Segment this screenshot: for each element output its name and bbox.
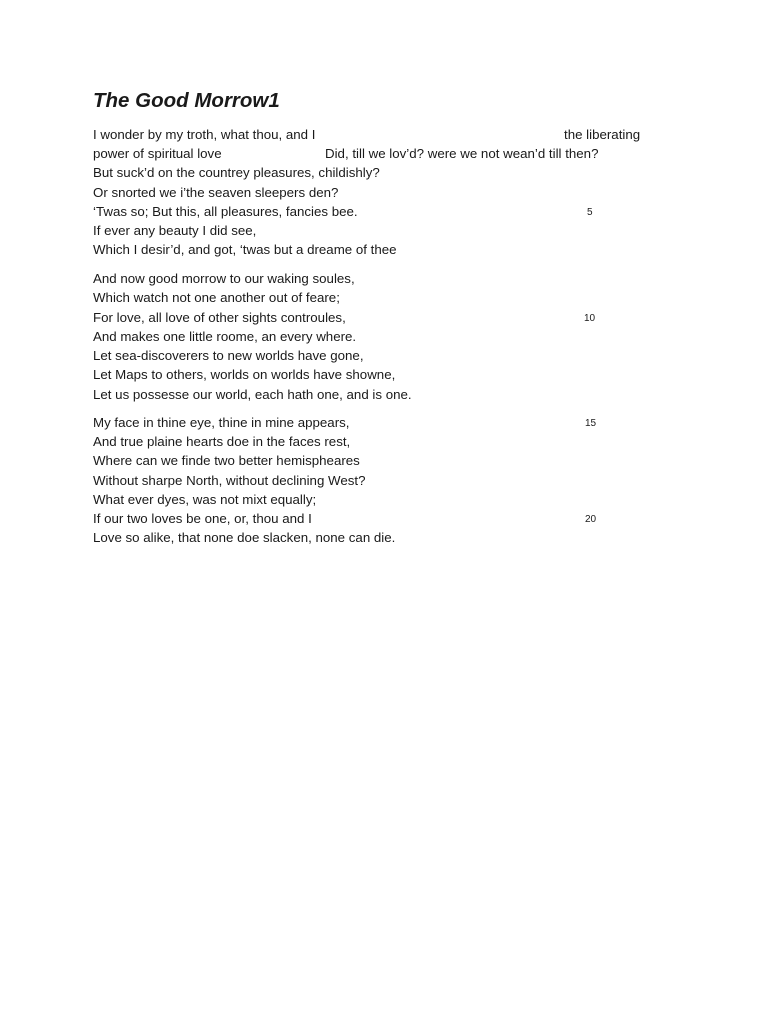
poem-line: Let us possesse our world, each hath one, and is one. (93, 387, 412, 402)
line-number: 20 (585, 514, 597, 525)
poem-line: Or snorted we i’the seaven sleepers den? (93, 185, 339, 200)
poem-line: But suck’d on the countrey pleasures, childishly? (93, 165, 380, 180)
poem-line: Which watch not one another out of feare; (93, 290, 340, 305)
poem-line: And makes one little roome, an every where. (93, 329, 357, 344)
poem-line: And now good morrow to our waking soules, (93, 271, 355, 286)
poem-line: What ever dyes, was not mixt equally; (93, 492, 317, 507)
poem-line: For love, all love of other sights controules, (93, 310, 346, 325)
poem-line: And true plaine hearts doe in the faces rest, (93, 434, 351, 449)
annotation-text: power of spiritual love (93, 146, 222, 161)
poem-line: Without sharpe North, without declining West? (93, 473, 366, 488)
line-number: 10 (584, 313, 596, 324)
poem-line: Did, till we lov’d? were we not wean’d till then? (325, 146, 599, 161)
poem-line: Which I desir’d, and got, ‘twas but a dreame of thee (93, 242, 397, 257)
line-number: 15 (585, 418, 597, 429)
poem-line: Where can we finde two better hemispheares (93, 453, 360, 468)
poem-line: Love so alike, that none doe slacken, none can die. (93, 530, 396, 545)
poem-line: Let Maps to others, worlds on worlds have showne, (93, 367, 396, 382)
line-number: 5 (587, 207, 593, 218)
poem-line: If ever any beauty I did see, (93, 223, 257, 238)
poem-line: If our two loves be one, or, thou and I (93, 511, 312, 526)
annotation-text: the liberating (564, 127, 641, 142)
poem-line: Let sea-discoverers to new worlds have gone, (93, 348, 364, 363)
poem-title: The Good Morrow1 (93, 89, 280, 112)
poem-line: I wonder by my troth, what thou, and I (93, 127, 316, 142)
poem-line: My face in thine eye, thine in mine appears, (93, 415, 350, 430)
poem-line: ‘Twas so; But this, all pleasures, fancies bee. (93, 204, 358, 219)
